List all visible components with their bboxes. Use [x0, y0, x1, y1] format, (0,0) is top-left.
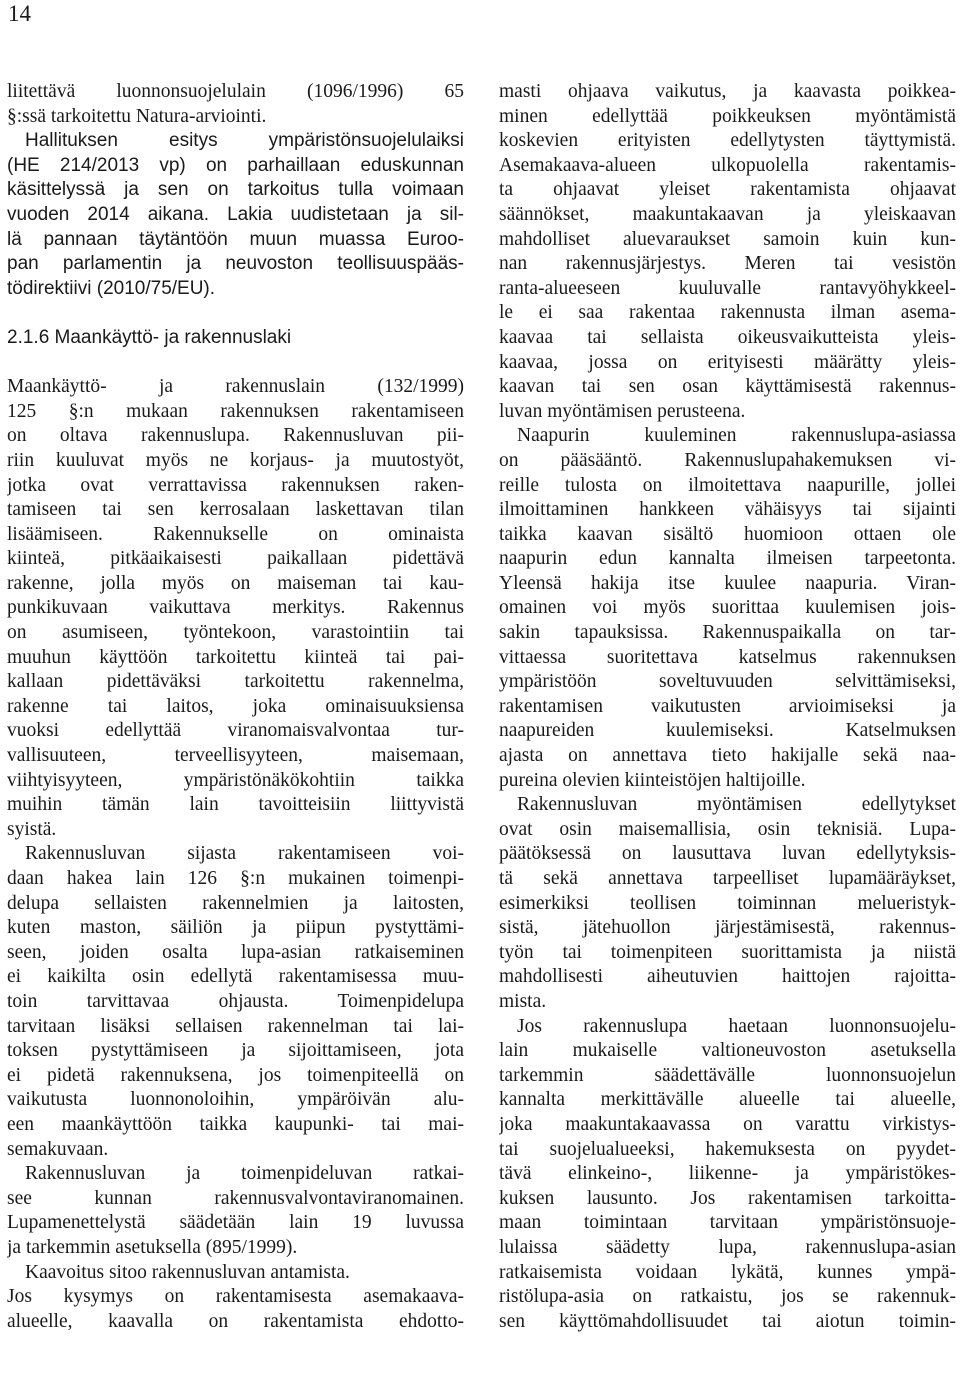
text-line: toksen pystyttämiseen ja sijoittamiseen, jota	[7, 1040, 464, 1062]
text-line: ympäristöön soveltuvuuden selvittämiseksi,	[499, 671, 956, 693]
text-line: syistä.	[7, 818, 57, 840]
text-line: ranta-alueeseen kuuluvalle rantavyöhykkeel-	[499, 277, 956, 299]
text-line: (HE 214/2013 vp) on parhaillaan eduskunnan	[7, 154, 464, 176]
text-line: on asumiseen, työntekoon, varastointiin tai	[7, 622, 464, 644]
text-line: naapurin edun kannalta ilmeisen tarpeetonta.	[499, 548, 956, 570]
text-line: 125 §:n mukaan rakennuksen rakentamiseen	[7, 400, 464, 422]
text-line: reille tulosta on ilmoitettava naapurille, jollei	[499, 474, 956, 496]
right-text-column	[499, 80, 956, 1334]
text-line: lulaissa säädetty lupa, rakennuslupa-asian	[499, 1236, 956, 1258]
text-line: lä pannaan täytäntöön muun muassa Euroo-	[7, 228, 464, 250]
text-line: semakuvaan.	[7, 1138, 109, 1160]
text-line: pureina olevien kiinteistöjen haltijoille.	[499, 769, 806, 791]
text-line: rakentamisen vaikutusten arvioimiseksi ja	[499, 695, 956, 717]
text-line: minen edellyttää poikkeuksen myöntämistä	[499, 105, 956, 127]
text-line: 2.1.6 Maankäyttö- ja rakennuslaki	[7, 326, 292, 348]
text-line: delupa sellaisten rakennelmien ja laitosten,	[7, 892, 464, 914]
text-line: muihin tämän lain tavoitteisiin liittyvistä	[7, 794, 464, 816]
text-line: lain mukaiselle valtioneuvoston asetuksella	[499, 1040, 956, 1062]
left-text-column	[7, 80, 464, 1334]
text-line: sistä, jätehuollon järjestämisestä, rakennus-	[499, 917, 956, 939]
text-line: mista.	[499, 990, 547, 1012]
text-line: tödirektiivi (2010/75/EU).	[7, 277, 216, 299]
text-line: kuksen lausunto. Jos rakentamisen tarkoitta-	[499, 1187, 956, 1209]
text-line: koskevien erityisten edellytysten täyttymistä.	[499, 130, 956, 152]
text-line: kuten maston, säiliön ja piipun pystyttämi-	[7, 917, 464, 939]
text-line: säännökset, maakuntakaavan ja yleiskaavan	[499, 203, 956, 225]
text-line: kaavaa tai sellaista oikeusvaikutteista yleis-	[499, 326, 956, 348]
text-line: Rakennusluvan sijasta rakentamiseen voi-	[25, 843, 464, 865]
text-line: työn tai toimenpiteen suorittamista ja niistä	[499, 941, 956, 963]
text-line: Asemakaava-alueen ulkopuolella rakentamis-	[499, 154, 956, 176]
text-line: viihtyisyyteen, ympäristönäkökohtiin taikka	[7, 769, 464, 791]
text-line: vuoden 2014 aikana. Lakia uudistetaan ja sil-	[7, 203, 464, 225]
text-line: kannalta merkittävälle alueelle tai alueelle,	[499, 1089, 956, 1111]
text-line: masti ohjaava vaikutus, ja kaavasta poikkea-	[499, 81, 956, 102]
text-line: kaavan tai sen osan käyttämisestä rakennus-	[499, 376, 956, 398]
text-line: ja tarkemmin asetuksella (895/1999).	[7, 1236, 298, 1258]
text-line: ristölupa-asia on ratkaistu, jos se rakennuk-	[499, 1286, 956, 1308]
text-line: le ei saa rakentaa rakennusta ilman asema-	[499, 302, 956, 324]
text-line: Rakennusluvan myöntämisen edellytykset	[517, 794, 956, 816]
text-line: ovat osin maisemallisia, osin teknisiä. Lupa-	[499, 818, 956, 840]
text-line: sen käyttömahdollisuudet tai aiotun toimin-	[499, 1310, 956, 1332]
text-line: Naapurin kuuleminen rakennuslupa-asiassa	[517, 425, 956, 447]
text-line: ei kaikilta osin edellytä rakentamisessa muu-	[7, 966, 464, 988]
text-line: rakenne tai laitos, joka ominaisuuksiensa	[7, 695, 464, 717]
text-line: een maankäyttöön taikka kaupunki- tai mai-	[7, 1113, 464, 1135]
text-line: ei pidetä rakennuksena, jos toimenpiteellä on	[7, 1064, 464, 1086]
text-line: jotka ovat verrattavissa rakennuksen raken-	[7, 474, 464, 496]
text-line: mahdolliset aluevaraukset samoin kuin kun-	[499, 228, 956, 250]
text-line: ta ohjaavat yleiset rakentamista ohjaavat	[499, 179, 956, 201]
text-line: päätöksessä on lausuttava luvan edellytyksis-	[499, 843, 956, 865]
text-line: luvan myöntämisen perusteena.	[499, 400, 746, 422]
text-line: joka maakuntakaavassa on varattu virkistys-	[499, 1113, 956, 1135]
text-line: nan rakennusjärjestys. Meren tai vesistön	[499, 253, 956, 275]
text-line: naapureiden kuulemiseksi. Katselmuksen	[499, 720, 956, 742]
text-line: riin kuuluvat myös ne korjaus- ja muutostyöt,	[7, 449, 464, 471]
text-line: vittaessa suoritettava katselmus rakennuksen	[499, 646, 956, 668]
paragraph-gap	[7, 351, 464, 376]
text-line: seen, joiden osalta lupa-asian ratkaiseminen	[7, 941, 464, 963]
text-line: on pääsääntö. Rakennuslupahakemuksen vi-	[499, 449, 956, 471]
text-line: see kunnan rakennusvalvontaviranomainen.	[7, 1187, 464, 1209]
text-line: tarvitaan lisäksi sellaisen rakennelman tai lai-	[7, 1015, 464, 1037]
text-line: Lupamenettelystä säädetään lain 19 luvussa	[7, 1212, 464, 1234]
text-line: toin tarvittavaa ohjausta. Toimenpidelupa	[7, 990, 464, 1012]
text-line: on oltava rakennuslupa. Rakennusluvan pii-	[7, 425, 464, 447]
text-line: Kaavoitus sitoo rakennusluvan antamista.	[25, 1261, 350, 1283]
text-line: tamiseen tai sen kerrosalaan laskettavan tilan	[7, 499, 464, 521]
text-line: ajasta on annettava tieto hakijalle sekä naa-	[499, 745, 956, 767]
text-line: lisäämiseen. Rakennukselle on ominaista	[7, 523, 464, 545]
text-line: tävä elinkeino-, liikenne- ja ympäristökes-	[499, 1163, 956, 1185]
text-line: vaikutusta luonnonoloihin, ympäröivän alu-	[7, 1089, 464, 1111]
text-line: Rakennusluvan ja toimenpideluvan ratkai-	[25, 1163, 464, 1185]
text-line: tai suojelualueeksi, hakemuksesta on pyydet-	[499, 1138, 956, 1160]
text-line: omainen voi myös suorittaa kuulemisen jois-	[499, 597, 956, 619]
text-line: muuhun käyttöön tarkoitettu kiinteä tai pai-	[7, 646, 464, 668]
text-line: Yleensä hakija itse kuulee naapuria. Viran-	[499, 572, 956, 594]
text-line: tä sekä annettava tarpeelliset lupamääräykset,	[499, 868, 956, 889]
text-line: Maankäyttö- ja rakennuslain (132/1999)	[7, 376, 464, 398]
text-line: kiinteä, pitkäaikaisesti paikallaan pidettävä	[7, 548, 464, 570]
text-line: punkikuvaan vaikuttava merkitys. Rakennus	[7, 597, 464, 619]
text-line: vallisuuteen, terveellisyyteen, maisemaan,	[7, 745, 464, 767]
text-line: kaavaa, jossa on erityisesti määrätty yleis-	[499, 351, 956, 373]
text-line: ilmoittaminen hankkeen vähäisyys tai sijainti	[499, 499, 956, 521]
text-line: mahdollisesti aiheutuvien haittojen rajoitta-	[499, 966, 956, 988]
text-line: rakenne, jolla myös on maiseman tai kau-	[7, 572, 464, 594]
text-line: daan hakea lain 126 §:n mukainen toimenpi-	[7, 868, 464, 889]
page-number: 14	[8, 1, 31, 26]
text-line: Jos kysymys on rakentamisesta asemakaava-	[7, 1286, 464, 1308]
text-line: Hallituksen esitys ympäristönsuojelulaiksi	[25, 130, 464, 152]
text-line: alueelle, kaavalla on rakentamista ehdotto-	[7, 1310, 464, 1332]
text-line: käsittelyssä ja sen on tarkoitus tulla voimaan	[7, 179, 464, 201]
text-line: esimerkiksi teollisen toiminnan melueristyk-	[499, 892, 956, 914]
text-line: Jos rakennuslupa haetaan luonnonsuojelu-	[517, 1015, 956, 1037]
text-line: vuoksi edellyttää viranomaisvalvontaa tur-	[7, 720, 464, 742]
text-line: sakin tapauksissa. Rakennuspaikalla on tar-	[499, 622, 956, 644]
text-line: tarkemmin säädettävälle luonnonsuojelun	[499, 1064, 956, 1086]
text-line: taikka kaavan sisältö huomioon ottaen ole	[499, 523, 956, 545]
text-line: kallaan pidettäväksi tarkoitettu rakennelma,	[7, 671, 464, 693]
paragraph-gap	[7, 301, 464, 326]
text-line: pan parlamentin ja neuvoston teollisuuspääs-	[7, 253, 464, 275]
text-line: maan toimintaan tarvitaan ympäristönsuoje-	[499, 1212, 956, 1234]
text-line: §:ssä tarkoitettu Natura-arviointi.	[7, 105, 267, 127]
text-line: ratkaisemista voidaan lykätä, kunnes ympä-	[499, 1261, 956, 1283]
text-line: liitettävä luonnonsuojelulain (1096/1996) 65	[7, 81, 464, 102]
